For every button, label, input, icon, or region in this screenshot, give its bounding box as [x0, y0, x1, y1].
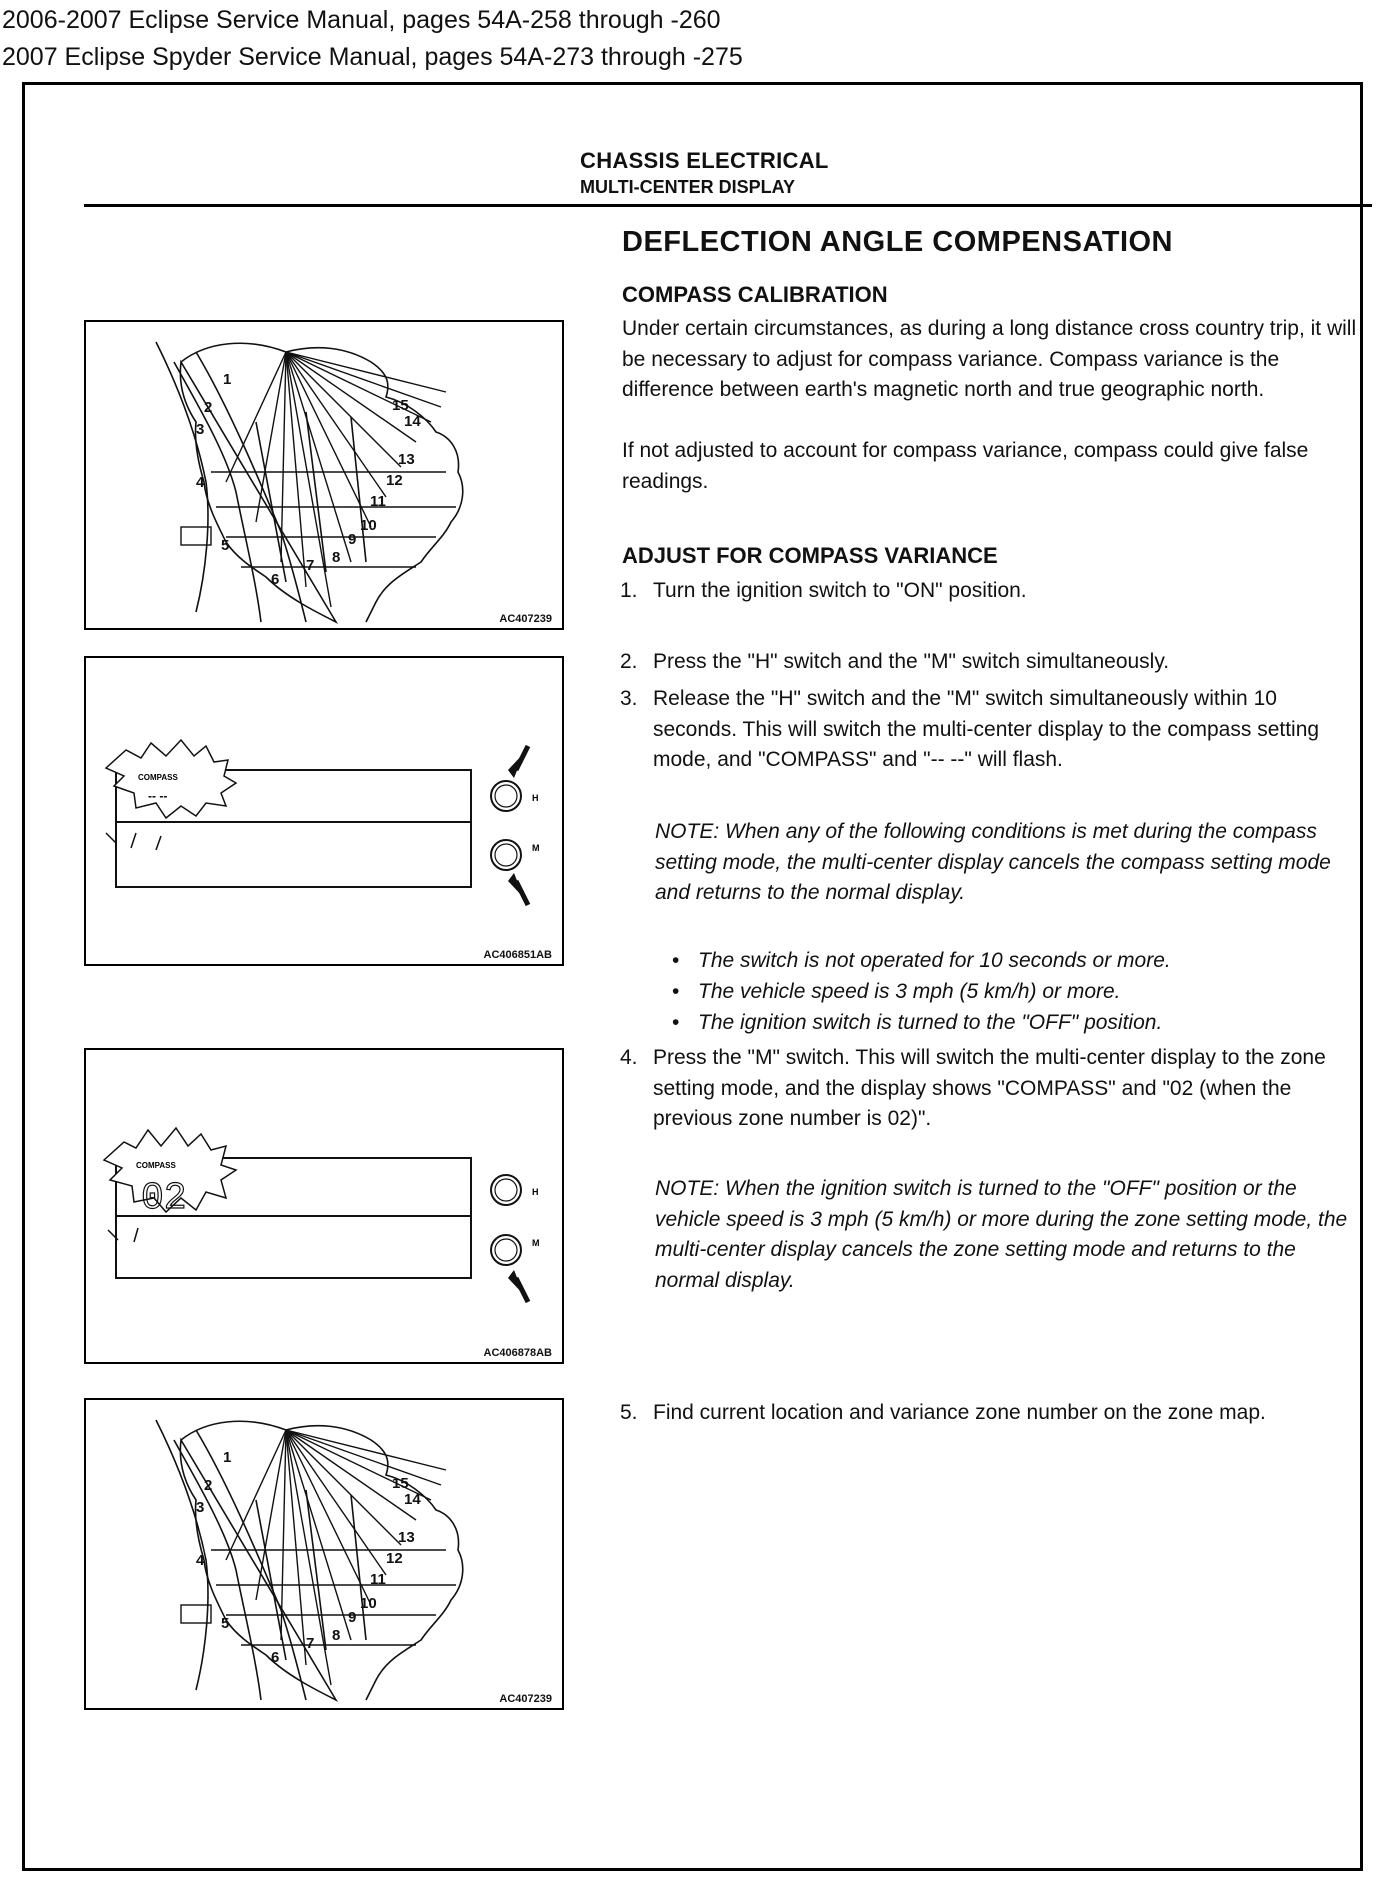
- zone-label: 7: [306, 557, 315, 574]
- zone-label: 10: [360, 517, 377, 534]
- step-text: Release the "H" switch and the "M" switch simultaneously within 10 seconds. This will switch the multi-center display to the compass setting mode, and "COMPASS" and "-- --" will flash.: [653, 687, 1320, 771]
- display-compass-label: COMPASS: [136, 1161, 176, 1170]
- zone-label: 2: [204, 1477, 213, 1494]
- zone-label: 9: [348, 1609, 357, 1626]
- zone-map-drawing: [86, 322, 562, 628]
- compass-calibration-para2: If not adjusted to account for compass variance, compass could give false readings.: [622, 439, 1309, 493]
- zone-label: 4: [196, 474, 205, 491]
- zone-label: 6: [271, 571, 280, 588]
- cancel-conditions-list: [668, 945, 1171, 1038]
- zone-label: 2: [204, 399, 213, 416]
- zone-map-drawing: [86, 1400, 562, 1708]
- step-number: 3.: [620, 687, 638, 710]
- step-3: [620, 684, 1355, 776]
- display-zone-number: 02: [141, 1177, 187, 1220]
- zone-label: 11: [370, 493, 386, 510]
- zone-label: 4: [196, 1552, 205, 1569]
- display-drawing: [86, 658, 562, 964]
- figure-caption: AC407239: [499, 1693, 552, 1705]
- compass-display-figure: [84, 656, 564, 966]
- page-header-line2: 2007 Eclipse Spyder Service Manual, pages 54A-273 through -275: [2, 43, 743, 71]
- zone-label: 9: [348, 531, 357, 548]
- step-1: [620, 576, 1355, 607]
- zone-label: 11: [370, 1571, 386, 1588]
- zone-label: 7: [306, 1635, 315, 1652]
- zone-label: 3: [196, 421, 205, 438]
- zone-label: 14: [404, 1491, 421, 1508]
- figure-caption: AC406878AB: [483, 1347, 552, 1359]
- zone-label: 14: [404, 413, 421, 430]
- step-text: Find current location and variance zone number on the zone map.: [653, 1401, 1266, 1424]
- step-text: Press the "M" switch. This will switch the multi-center display to the zone setting mode, and the display shows "COMPASS" and "02 (when the previous zone number is 02)".: [653, 1046, 1326, 1130]
- zone-display-figure: [84, 1048, 564, 1364]
- page-header-line1: 2006-2007 Eclipse Service Manual, pages 54A-258 through -260: [2, 6, 721, 34]
- zone-label: 13: [398, 1529, 415, 1546]
- zone-label: 6: [271, 1649, 280, 1666]
- step-text: Press the "H" switch and the "M" switch simultaneously.: [653, 650, 1170, 673]
- section-subtitle: MULTI-CENTER DISPLAY: [580, 177, 796, 197]
- step-number: 2.: [620, 650, 638, 673]
- zone-label: 15: [392, 397, 409, 414]
- zone-label: 10: [360, 1595, 377, 1612]
- m-switch-label: M: [532, 1238, 540, 1248]
- zone-label: 1: [223, 371, 232, 388]
- main-title: DEFLECTION ANGLE COMPENSATION: [622, 226, 1173, 258]
- step-2: [620, 647, 1355, 678]
- zone-label: 15: [392, 1475, 409, 1492]
- zone-label: 3: [196, 1499, 205, 1516]
- zone-label: 5: [221, 537, 230, 554]
- h-switch-label: H: [532, 793, 539, 803]
- note-compass-mode: NOTE: When any of the following conditions is met during the compass setting mode, the multi-center display cancels the compass setting mode and returns to the normal display.: [655, 820, 1331, 904]
- section-title: CHASSIS ELECTRICAL: [580, 148, 829, 173]
- compass-calibration-para1: Under certain circumstances, as during a long distance cross country trip, it will be necessary to adjust for compass variance. Compass variance is the difference between earth's magnetic north and true geographic north.: [622, 317, 1357, 401]
- step-number: 5.: [620, 1401, 638, 1424]
- step-number: 4.: [620, 1046, 638, 1069]
- step-4: [620, 1043, 1355, 1135]
- note-zone-mode: NOTE: When the ignition switch is turned to the "OFF" position or the vehicle speed is 3 mph (5 km/h) or more during the zone setting mode, the multi-center display cancels the zone setting mode and returns to the normal display.: [655, 1177, 1348, 1292]
- step-number: 1.: [620, 579, 638, 602]
- figure-caption: AC406851AB: [483, 949, 552, 961]
- header-rule: [84, 204, 1372, 207]
- zone-label: 13: [398, 451, 415, 468]
- h-switch-label: H: [532, 1187, 539, 1197]
- zone-label: 8: [332, 549, 341, 566]
- zone-map-figure-1: [84, 320, 564, 630]
- figure-caption: AC407239: [499, 613, 552, 625]
- zone-label: 5: [221, 1615, 230, 1632]
- zone-label: 1: [223, 1449, 232, 1466]
- step-5: [620, 1398, 1355, 1429]
- zone-label: 12: [386, 1550, 403, 1567]
- display-compass-label: COMPASS: [138, 773, 178, 782]
- display-drawing: [86, 1050, 562, 1362]
- list-item: • The ignition switch is turned to the "OFF" position.: [668, 1007, 1171, 1038]
- display-dashes: -- --: [148, 789, 168, 803]
- compass-calibration-heading: COMPASS CALIBRATION: [622, 282, 888, 307]
- step-text: Turn the ignition switch to "ON" position.: [653, 579, 1027, 602]
- zone-label: 12: [386, 472, 403, 489]
- list-item: • The vehicle speed is 3 mph (5 km/h) or more.: [668, 976, 1171, 1007]
- zone-label: 8: [332, 1627, 341, 1644]
- m-switch-label: M: [532, 843, 540, 853]
- adjust-variance-heading: ADJUST FOR COMPASS VARIANCE: [622, 543, 998, 568]
- zone-map-figure-2: [84, 1398, 564, 1710]
- list-item: • The switch is not operated for 10 seconds or more.: [668, 945, 1171, 976]
